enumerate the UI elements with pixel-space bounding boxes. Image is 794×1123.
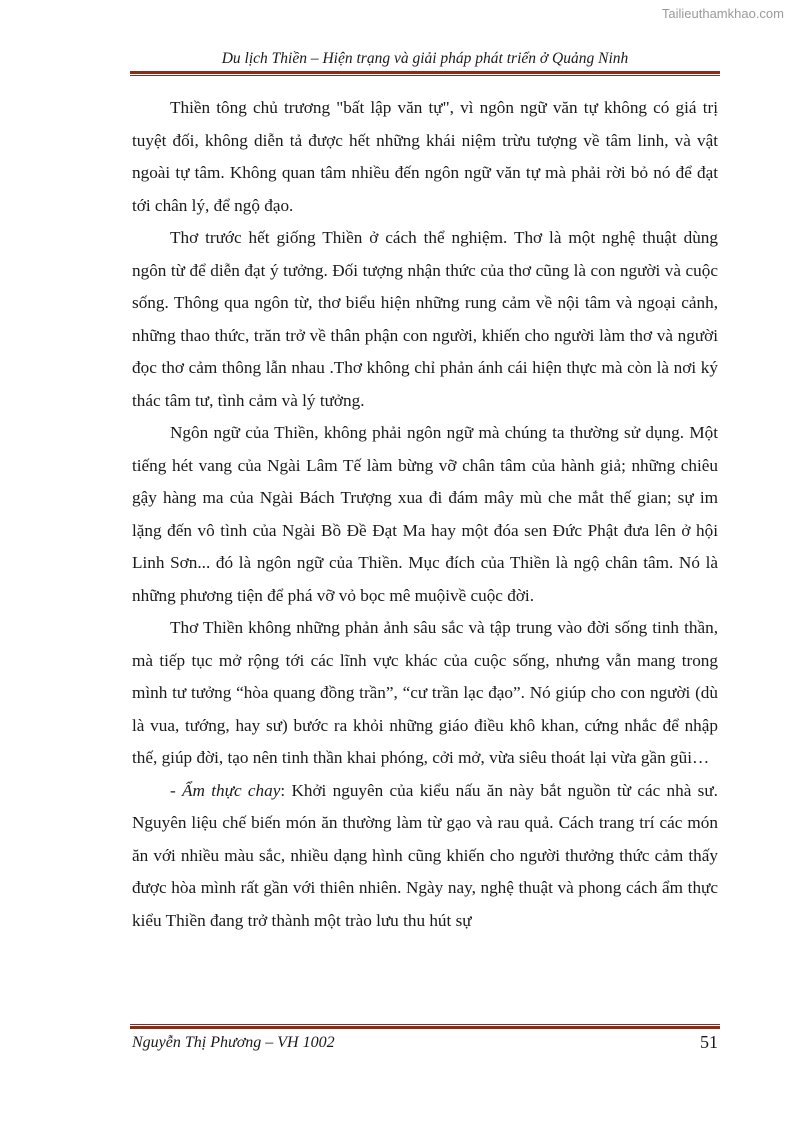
footer-rule-thick	[130, 1026, 720, 1029]
footer-rule-thin	[130, 1024, 720, 1025]
paragraph-3: Ngôn ngữ của Thiền, không phải ngôn ngữ mà chúng ta thường sử dụng. Một tiếng hét vang của Ngài Lâm Tế làm bừng vỡ chân tâm của hành giả; những chiêu gậy hàng ma của Ngài Bách Trượng xua đi đám mây mù che mắt thế gian; sự im lặng đến vô tình của Ngài Bồ Đề Đạt Ma hay một đóa sen Đức Phật đưa lên ở hội Linh Sơn... đó là ngôn ngữ của Thiền. Mục đích của Thiền là ngộ chân tâm. Nó là những phương tiện để phá vỡ vỏ bọc mê muộivề cuộc đời.	[132, 423, 718, 605]
body-text	[132, 92, 718, 937]
watermark-text: Tailieuthamkhao.com	[661, 6, 784, 21]
paragraph-2: Thơ trước hết giống Thiền ở cách thể nghiệm. Thơ là một nghệ thuật dùng ngôn từ để diễn đạt ý tưởng. Đối tượng nhận thức của thơ cũng là con người và cuộc sống. Thông qua ngôn từ, thơ biểu hiện những rung cảm về nội tâm và ngoại cảnh, những thao thức, trăn trở về thân phận con người, khiến cho người làm thơ và người đọc thơ cảm thông lẫn nhau .Thơ không chỉ phản ánh cái hiện thực mà còn là nơi ký thác tâm tư, tình cảm và lý tưởng.	[132, 228, 718, 410]
paragraph-5-text: : Khởi nguyên của kiểu nấu ăn này bắt nguồn từ các nhà sư. Nguyên liệu chế biến món ăn thường làm từ gạo và rau quả. Cách trang trí các món ăn với nhiều màu sắc, nhiều dạng hình cũng khiến cho người thưởng thức cảm thấy được hòa mình rất gần với thiên nhiên. Ngày nay, nghệ thuật và phong cách ẩm thực kiểu Thiền đang trở thành một trào lưu thu hút sự	[132, 780, 718, 930]
footer-author: Nguyễn Thị Phương – VH 1002	[132, 1034, 335, 1051]
running-header: Du lịch Thiền – Hiện trạng và giải pháp phát triển ở Quảng Ninh	[221, 50, 629, 67]
list-dash: -	[170, 780, 183, 800]
paragraph-5	[132, 775, 718, 938]
term-am-thuc-chay: Ẩm thực chay	[182, 780, 281, 800]
header-rule-thin	[130, 75, 720, 76]
header-rule-thick	[130, 71, 720, 74]
paragraph-4: Thơ Thiền không những phản ảnh sâu sắc và tập trung vào đời sống tinh thần, mà tiếp tục mở rộng tới các lĩnh vực khác của cuộc sống, nhưng vẫn mang trong mình tư tưởng “hòa quang đồng trần”, “cư trần lạc đạo”. Nó giúp cho con người (dù là vua, tướng, hay sư) bước ra khỏi những giáo điều khô khan, cứng nhắc để nhập thế, giúp đời, tạo nên tinh thần khai phóng, cởi mở, vừa siêu thoát lại vừa gần gũi…	[132, 618, 718, 767]
paragraph-1: Thiền tông chủ trương "bất lập văn tự", vì ngôn ngữ văn tự không có giá trị tuyệt đối, không diễn tả được hết những khái niệm trừu tượng về tâm linh, và vật ngoài tự tâm. Không quan tâm nhiều đến ngôn ngữ văn tự mà phải rời bỏ nó để đạt tới chân lý, để ngộ đạo.	[132, 98, 718, 215]
page-number: 51	[700, 1032, 718, 1052]
